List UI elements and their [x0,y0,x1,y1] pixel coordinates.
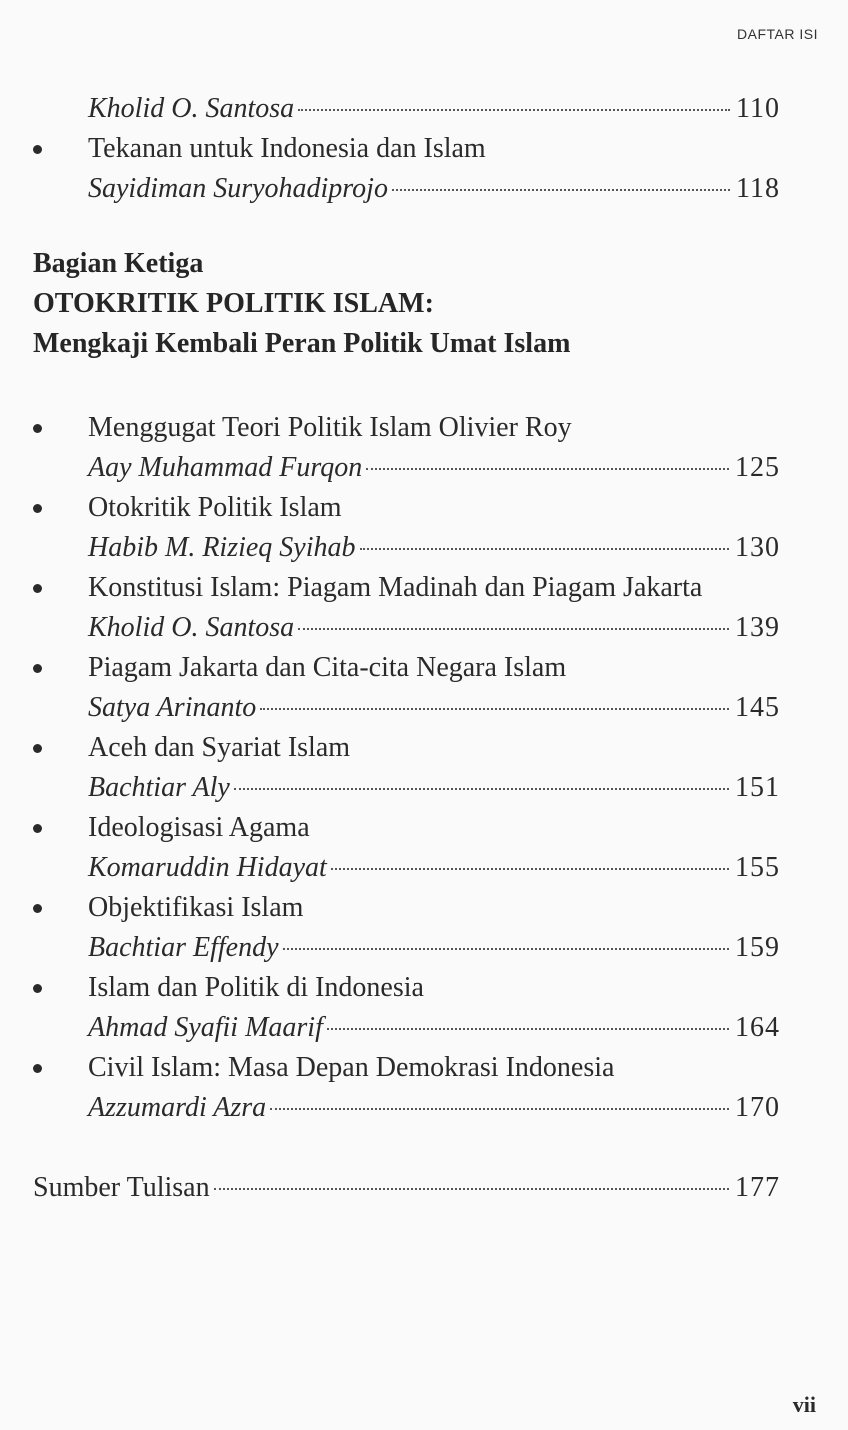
toc-entry-title-line [0,968,848,1008]
entry-author: Bachtiar Effendy [88,932,279,963]
entry-title: Islam dan Politik di Indonesia [88,972,424,1003]
bullet-icon [33,145,42,154]
dot-leader [234,788,729,790]
entry-title: Menggugat Teori Politik Islam Olivier Roy [88,412,572,443]
toc-entry-title-line [0,648,848,688]
bullet-icon [33,1064,42,1073]
section-label: Bagian Ketiga [33,248,204,279]
entry-author: Ahmad Syafii Maarif [88,1012,323,1043]
toc-entry-author-line [0,169,848,209]
bullet-icon [33,744,42,753]
dot-leader [360,548,729,550]
entry-author: Komaruddin Hidayat [88,852,327,883]
toc-entry-author-line [0,1088,848,1128]
dot-leader [260,708,729,710]
dot-leader [298,109,730,111]
dot-leader [366,468,729,470]
dot-leader [298,628,729,630]
sources-page-number: 177 [735,1172,780,1203]
entry-title: Otokritik Politik Islam [88,492,342,523]
dot-leader [214,1188,729,1190]
entry-author: Kholid O. Santosa [88,612,295,643]
running-header: DAFTAR ISI [737,26,818,42]
toc-entry-author-line [0,848,848,888]
toc-entry-author-line [0,608,848,648]
entry-author: Kholid O. Santosa [88,93,295,124]
entry-title: Objektifikasi Islam [88,892,304,923]
entry-page-number: 130 [735,532,780,563]
toc-entry-title-line [0,408,848,448]
entry-page-number: 155 [735,852,780,883]
entry-author: Aay Muhammad Furqon [88,452,363,483]
toc-entry-author-line [0,928,848,968]
entry-title: Aceh dan Syariat Islam [88,732,351,763]
bullet-icon [33,984,42,993]
entry-page-number: 139 [735,612,780,643]
toc-entry-title-line [0,129,848,169]
entry-author: Habib M. Rizieq Syihab [88,532,356,563]
toc-entry-author-line [0,768,848,808]
entry-title: Tekanan untuk Indonesia dan Islam [88,133,486,164]
bullet-icon [33,424,42,433]
bullet-icon [33,824,42,833]
dot-leader [270,1108,729,1110]
entry-title: Konstitusi Islam: Piagam Madinah dan Piagam Jakarta [88,572,703,603]
toc-entry-title-line [0,488,848,528]
entry-page-number: 110 [736,93,780,124]
entry-page-number: 151 [735,772,780,803]
toc-entry-author-line [0,1008,848,1048]
entry-author: Sayidiman Suryohadiprojo [88,173,388,204]
entry-page-number: 164 [735,1012,780,1043]
toc-entry-title-line [0,568,848,608]
bullet-icon [33,664,42,673]
bullet-icon [33,584,42,593]
toc-entry-title-line [0,808,848,848]
dot-leader [331,868,729,870]
bullet-icon [33,504,42,513]
entry-title: Ideologisasi Agama [88,812,310,843]
page-number: vii [792,1392,816,1417]
toc-entry-author-line [0,688,848,728]
entry-author: Satya Arinanto [88,692,257,723]
entry-page-number: 145 [735,692,780,723]
dot-leader [283,948,729,950]
entry-title: Civil Islam: Masa Depan Demokrasi Indonesia [88,1052,615,1083]
toc-entry-title-line [0,728,848,768]
dot-leader [392,189,730,191]
entry-page-number: 118 [736,173,780,204]
entry-author: Bachtiar Aly [88,772,230,803]
entry-page-number: 159 [735,932,780,963]
bullet-icon [33,904,42,913]
toc-entry-author-line [0,528,848,568]
entry-author: Azzumardi Azra [88,1092,267,1123]
dot-leader [327,1028,729,1030]
entry-title: Piagam Jakarta dan Cita-cita Negara Islam [88,652,567,683]
toc-entry-author-line [0,89,848,129]
entry-page-number: 170 [735,1092,780,1123]
toc-entry-author-line [0,448,848,488]
sources-label: Sumber Tulisan [33,1172,210,1203]
entry-page-number: 125 [735,452,780,483]
toc-sources-line [0,1168,848,1208]
section-subheading: Mengkaji Kembali Peran Politik Umat Islam [33,328,571,359]
section-heading: OTOKRITIK POLITIK ISLAM: [33,288,434,319]
toc-entry-title-line [0,888,848,928]
toc-entry-title-line [0,1048,848,1088]
